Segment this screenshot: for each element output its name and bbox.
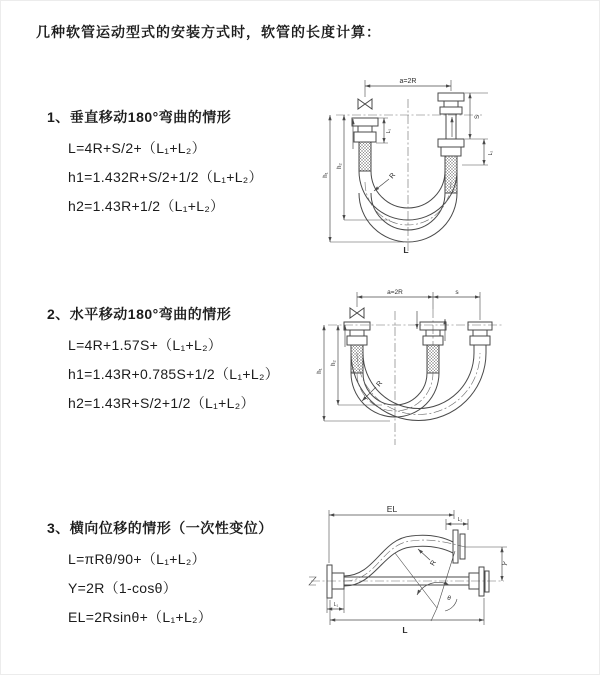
label-y: Y <box>501 560 510 569</box>
right-fitting <box>468 322 492 353</box>
dimension-l1 <box>327 589 344 613</box>
section-horizontal-bend <box>47 304 317 411</box>
left-fitting <box>352 118 378 171</box>
diagram-lateral-displacement <box>297 503 597 639</box>
dimension-l2 <box>462 139 494 165</box>
formula-h1: h1=1.432R+S/2+1/2（L₁+L₂） <box>68 169 263 185</box>
valve-icon <box>350 308 364 318</box>
dimension-l2 <box>446 517 468 530</box>
label-l: L <box>402 625 408 635</box>
dimension-a2r <box>357 289 480 320</box>
page-title: 几种软管运动型式的安装方式时，软管的长度计算： <box>36 24 381 40</box>
diagram-vertical-180-bend <box>308 73 548 259</box>
dimension-s <box>433 289 480 297</box>
formula-h2: h2=1.43R+S/2+1/2（L₁+L₂） <box>68 395 255 411</box>
label-theta: θ <box>447 595 451 602</box>
section-1-heading: 1、垂直移动180°弯曲的情形 <box>47 109 232 125</box>
formula-EL: EL=2Rsinθ+（L₁+L₂） <box>68 609 213 625</box>
section-2-heading: 2、水平移动180°弯曲的情形 <box>47 306 232 322</box>
centerlines <box>328 309 502 445</box>
label-l2: L₂ <box>488 150 494 156</box>
diagram-horizontal-180-bend <box>310 285 546 457</box>
formula-h2: h2=1.43R+1/2（L₁+L₂） <box>68 198 225 214</box>
label-s: S <box>475 114 481 120</box>
label-a2r: a=2R <box>399 78 417 85</box>
label-h2: h₂ <box>337 163 343 169</box>
valve-icon <box>358 99 372 109</box>
middle-fitting <box>420 322 446 373</box>
radius-leader <box>418 549 438 567</box>
dimension-s <box>465 93 488 139</box>
label-l1: L₁ <box>386 128 392 134</box>
dimension-el <box>329 504 454 563</box>
label-l: L <box>403 245 409 255</box>
label-s: s <box>455 289 459 296</box>
left-flange <box>327 565 344 598</box>
radius-leader <box>362 380 384 401</box>
left-fitting <box>344 322 370 373</box>
hose-u-bends <box>351 353 486 421</box>
label-el: EL <box>386 504 398 514</box>
dimension-y <box>465 547 510 581</box>
section-3-heading: 3、横向位移的情形（一次性变位） <box>47 520 273 536</box>
label-r: R <box>375 379 385 389</box>
right-fitting <box>438 93 464 193</box>
centerline <box>309 577 504 585</box>
label-h1: h₁ <box>317 368 323 374</box>
dimension-l <box>330 598 484 635</box>
label-r: R <box>388 171 398 181</box>
label-r: R <box>429 559 438 568</box>
label-h1: h₁ <box>323 172 329 178</box>
formula-L: L=πRθ/90+（L₁+L₂） <box>68 551 206 567</box>
section-vertical-bend <box>47 107 317 214</box>
label-h2: h₂ <box>331 360 337 366</box>
label-a2r: a=2R <box>387 289 403 296</box>
formula-h1: h1=1.43R+0.785S+1/2（L₁+L₂） <box>68 366 279 382</box>
formula-Y: Y=2R（1-cosθ） <box>68 580 178 596</box>
radius-leader <box>374 172 397 191</box>
label-l2: L₂ <box>457 517 463 523</box>
centerlines <box>336 99 482 251</box>
formula-L: L=4R+1.57S+（L₁+L₂） <box>68 337 223 353</box>
label-l1: L₁ <box>333 602 339 608</box>
formula-L: L=4R+S/2+（L₁+L₂） <box>68 140 206 156</box>
section-lateral-displacement <box>47 518 317 625</box>
angle-theta <box>395 551 457 621</box>
